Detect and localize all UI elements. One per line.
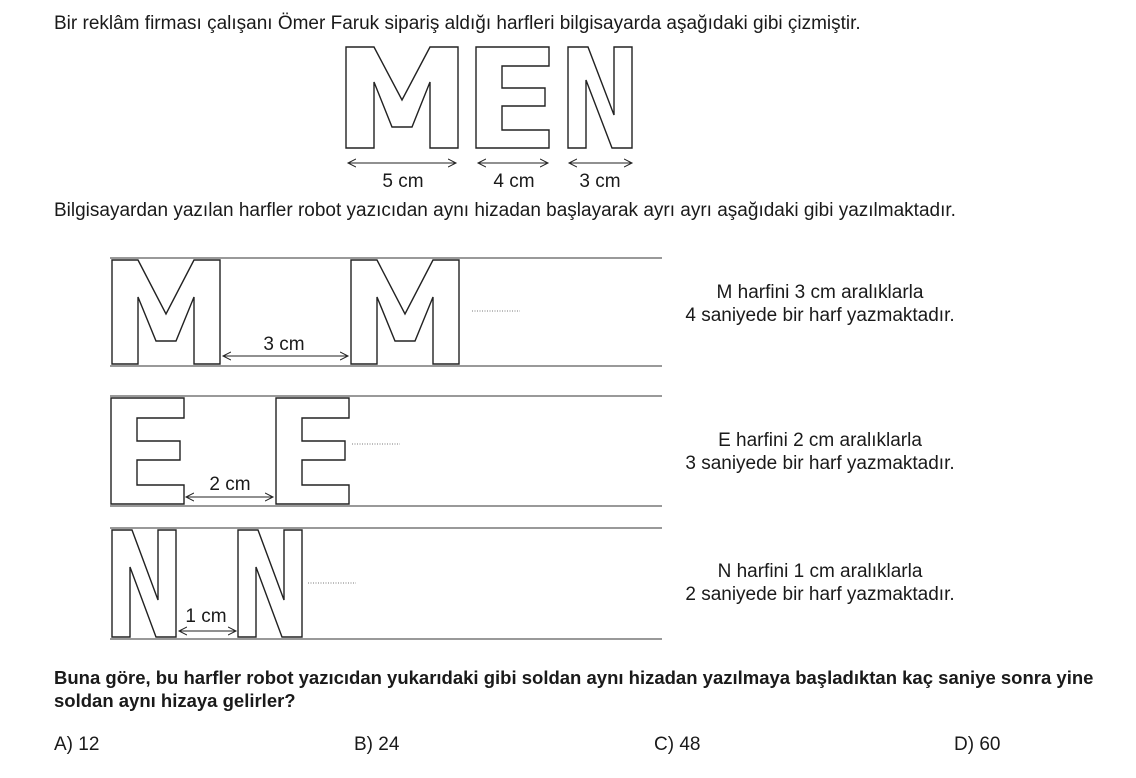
row3-desc-line1: N harfini 1 cm aralıklarla <box>717 561 923 582</box>
middle-text: Bilgisayardan yazılan harfler robot yazıcıdan aynı hizadan başlayarak ayrı ayrı aşağıdaki gibi yazılmaktadır. <box>54 200 956 221</box>
option-c[interactable]: C) 48 <box>654 734 701 755</box>
intro-text: Bir reklâm firması çalışanı Ömer Faruk sipariş aldığı harfleri bilgisayarda aşağıdaki gibi çizmiştir. <box>54 13 861 34</box>
row1-letter-m-1 <box>112 260 220 364</box>
row3-letter-n-2 <box>238 530 302 637</box>
row2-desc-line2: 3 saniyede bir harf yazmaktadır. <box>685 453 955 474</box>
row2-description <box>640 429 1000 475</box>
row3-description <box>640 560 1000 606</box>
row2-desc-line1: E harfini 2 cm aralıklarla <box>718 430 922 451</box>
row2-letter-e-1 <box>111 398 184 504</box>
width-label-n: 3 cm <box>579 171 621 192</box>
row1-description <box>640 281 1000 327</box>
width-label-m: 5 cm <box>382 171 424 192</box>
row1-gap-label: 3 cm <box>263 334 305 355</box>
width-label-e: 4 cm <box>493 171 535 192</box>
row1-desc-line2: 4 saniyede bir harf yazmaktadır. <box>685 305 955 326</box>
option-d[interactable]: D) 60 <box>954 734 1001 755</box>
row1-desc-line1: M harfini 3 cm aralıklarla <box>716 282 924 303</box>
option-a[interactable]: A) 12 <box>54 734 100 755</box>
question-text: Buna göre, bu harfler robot yazıcıdan yukarıdaki gibi soldan aynı hizadan yazılmaya başladıktan kaç saniye sonra yine soldan aynı hizaya gelirler? <box>54 667 1094 711</box>
row3-letter-n-1 <box>112 530 176 637</box>
option-b[interactable]: B) 24 <box>354 734 400 755</box>
row2-gap-label: 2 cm <box>209 474 251 495</box>
letter-e-outline <box>476 47 549 148</box>
letter-n-outline <box>568 47 632 148</box>
row1-letter-m-2 <box>351 260 459 364</box>
letter-m-outline <box>346 47 458 148</box>
row2-letter-e-2 <box>276 398 349 504</box>
row3-gap-label: 1 cm <box>185 606 227 627</box>
row3-desc-line2: 2 saniyede bir harf yazmaktadır. <box>685 584 955 605</box>
